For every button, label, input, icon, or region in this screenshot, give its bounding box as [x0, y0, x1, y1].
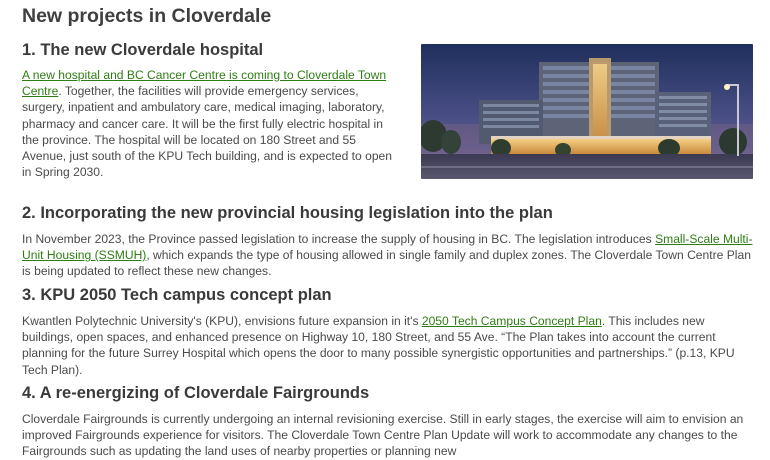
section-text-housing [22, 231, 754, 280]
section-text-hospital [22, 67, 402, 180]
hospital-link[interactable]: A new hospital and BC Cancer Centre is coming to Cloverdale Town Centre [22, 68, 387, 99]
ssmuh-link[interactable]: Small-Scale Multi-Unit Housing (SSMUH) [22, 232, 753, 263]
hospital-rendering-image [421, 44, 753, 179]
section-heading-fairgrounds: 4. A re-energizing of Cloverdale Fairgrounds [22, 384, 370, 402]
tech-campus-plan-link[interactable]: 2050 Tech Campus Concept Plan [421, 314, 602, 328]
section-text-kpu [22, 313, 754, 378]
section-text-hospital-body: . Together, the facilities will provide emergency services, surgery, inpatient and ambulatory care, medical imaging, laboratory, pharmacy and cancer care. It will be the first fully electric hospital in the province. The hospital will be located on 180 Street and 55 Avenue, just south of the KPU Tech building, and is expected to open in Spring 2030. [22, 84, 393, 180]
section-text-housing-intro: In November 2023, the Province passed legislation to increase the supply of housing in BC. The legislation introduces [22, 232, 656, 246]
section-text-kpu-body: . This includes new buildings, open spaces, and enhanced presence on Highway 10, 180 Street, and 55 Ave. “The Plan takes into account the current planning for the future Surrey Hospital which opens the door to many possible synergistic opportunities and partnerships.” (p.13, KPU Tech Plan). [22, 314, 735, 377]
section-heading-housing: 2. Incorporating the new provincial housing legislation into the plan [22, 204, 553, 222]
section-text-housing-body: , which expands the type of housing allowed in single family and duplex zones. The Cloverdale Town Centre Plan is being updated to reflect these new changes. [22, 248, 751, 279]
section-text-kpu-intro: Kwantlen Polytechnic University's (KPU), envisions future expansion in it's [22, 314, 422, 328]
section-heading-hospital: 1. The new Cloverdale hospital [22, 41, 264, 59]
section-text-fairgrounds: Cloverdale Fairgrounds is currently undergoing an internal revisioning exercise. Still in early stages, the exercise will aim to envision an improved Fairgrounds experience for visitors. The Cloverdale Town Centre Plan Update will work to accommodate any changes to the Fairgrounds such as updating the land uses of nearby properties or planning new [22, 412, 744, 459]
page-title: New projects in Cloverdale [22, 5, 272, 27]
section-heading-kpu: 3. KPU 2050 Tech campus concept plan [22, 286, 332, 304]
